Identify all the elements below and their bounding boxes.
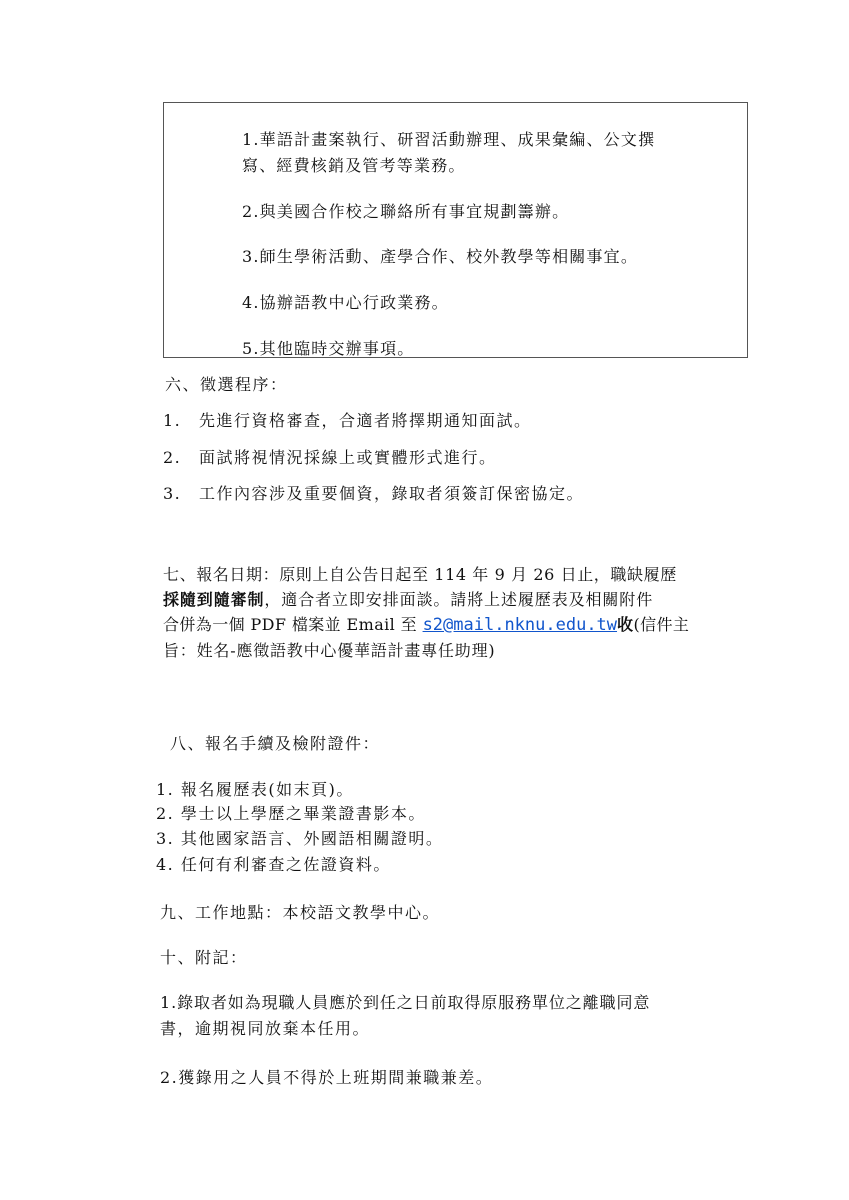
selection-item-3 — [163, 481, 584, 504]
registration-line-2-text: ，適合者立即安排面談。請將上述履歷表及相關附件 — [264, 590, 654, 609]
selection-item-1 — [163, 408, 532, 431]
documents-item-2: 2. 學士以上學歷之畢業證書影本。 — [156, 804, 426, 823]
documents-heading: 八、報名手續及檢附證件： — [170, 734, 381, 753]
work-location: 九、工作地點：本校語文教學中心。 — [160, 903, 441, 922]
registration-line-3 — [163, 612, 689, 635]
selection-item-2 — [163, 445, 497, 468]
registration-policy-bold: 採隨到隨審制 — [163, 590, 265, 609]
duty-item-1-line-1: 1.華語計畫案執行、研習活動辦理、成果彙編、公文撰 — [242, 130, 656, 149]
duty-item-5: 5.其他臨時交辦事項。 — [242, 339, 415, 358]
email-link[interactable]: s2@mail.nknu.edu.tw — [422, 615, 618, 635]
registration-line-2 — [163, 587, 653, 610]
documents-item-1: 1. 報名履歷表(如末頁)。 — [156, 780, 354, 799]
selection-item-text: 先進行資格審查，合適者將擇期通知面試。 — [199, 411, 532, 430]
notes-item-1-line-2: 書，逾期視同放棄本任用。 — [160, 1019, 371, 1038]
duty-item-1-line-2: 寫、經費核銷及管考等業務。 — [242, 156, 466, 175]
selection-heading: 六、徵選程序： — [165, 375, 288, 394]
selection-item-text: 工作內容涉及重要個資，錄取者須簽訂保密協定。 — [199, 484, 585, 503]
selection-item-number: 1. — [163, 411, 182, 430]
registration-receive-bold: 收 — [617, 615, 634, 634]
registration-line-4: 旨：姓名-應徵語教中心優華語計畫專任助理) — [163, 641, 496, 660]
duty-item-4: 4.協辦語教中心行政業務。 — [242, 293, 449, 312]
selection-item-number: 3. — [163, 484, 182, 503]
documents-item-4: 4. 任何有利審查之佐證資料。 — [156, 855, 391, 874]
registration-line-3-text: 合併為一個 PDF 檔案並 Email 至 — [163, 615, 423, 634]
notes-item-2: 2.獲錄用之人員不得於上班期間兼職兼差。 — [160, 1068, 494, 1087]
duty-item-3: 3.師生學術活動、產學合作、校外教學等相關事宜。 — [242, 247, 639, 266]
notes-item-1-line-1: 1.錄取者如為現職人員應於到任之日前取得原服務單位之離職同意 — [160, 993, 651, 1012]
documents-item-3: 3. 其他國家語言、外國語相關證明。 — [156, 829, 444, 848]
selection-item-number: 2. — [163, 448, 182, 467]
duty-item-2: 2.與美國合作校之聯絡所有事宜規劃籌辦。 — [242, 202, 570, 221]
notes-heading: 十、附記： — [160, 948, 248, 967]
registration-line-3-tail: (信件主 — [633, 615, 690, 634]
registration-line-1: 七、報名日期：原則上自公告日起至 114 年 9 月 26 日止，職缺履歷 — [163, 565, 677, 584]
selection-item-text: 面試將視情況採線上或實體形式進行。 — [199, 448, 497, 467]
job-duties-box — [163, 102, 748, 358]
